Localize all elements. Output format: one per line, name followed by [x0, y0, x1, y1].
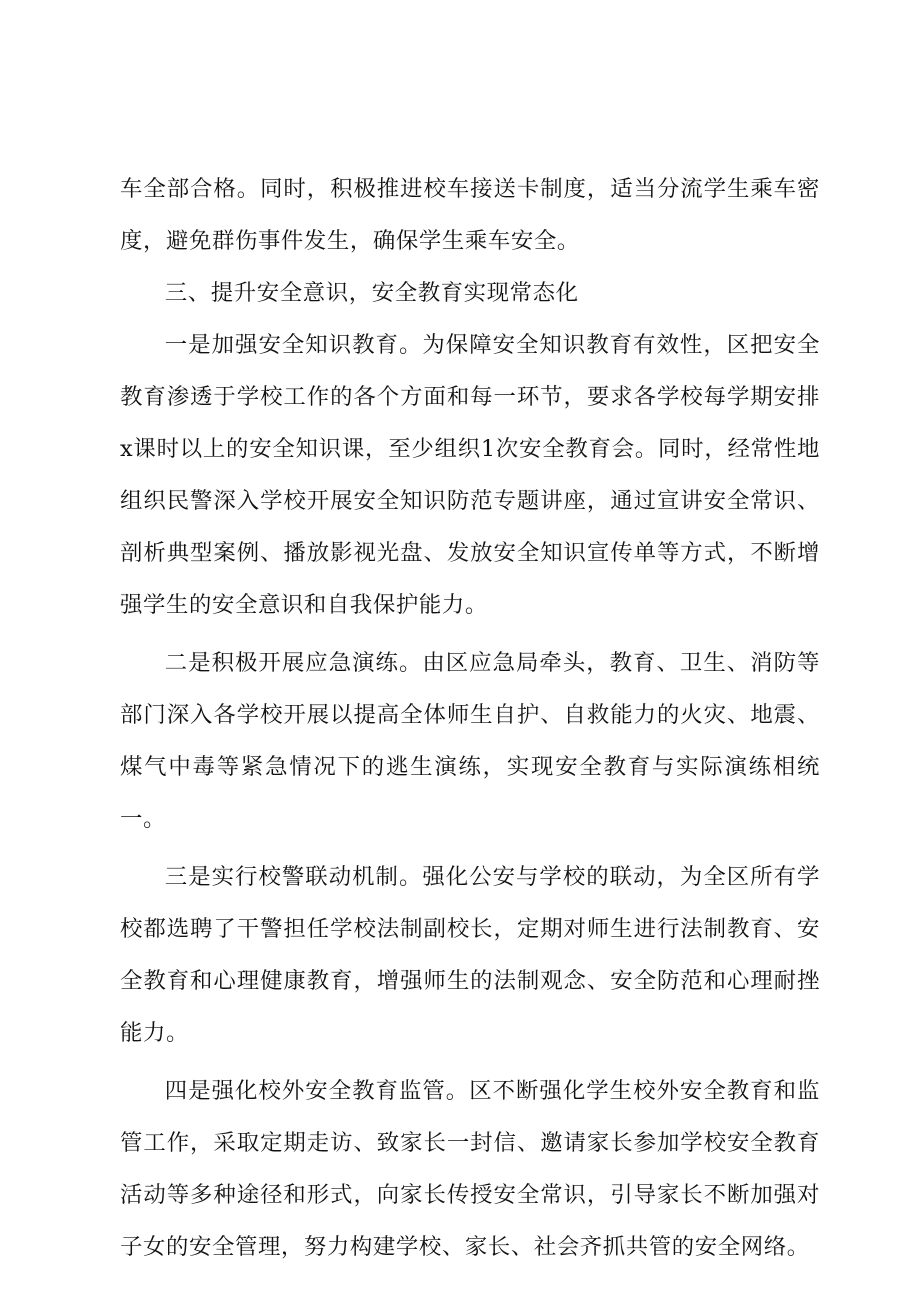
paragraph-off-campus: 四是强化校外安全教育监管。区不断强化学生校外安全教育和监管工作，采取定期走访、致家长一封信、邀请家长参加学校安全教育活动等多种途径和形式，向家长传授安全常识，引导家长不断加强对子女的安全管理，努力构建学校、家长、社会齐抓共管的安全网络。 [120, 1078, 820, 1260]
continuation-paragraph: 车全部合格。同时，积极推进校车接送卡制度，适当分流学生乘车密度，避免群伤事件发生，确保学生乘车安全。 [120, 176, 820, 254]
paragraph-safety-knowledge: 一是加强安全知识教育。为保障安全知识教育有效性，区把安全教育渗透于学校工作的各个方面和每一环节，要求各学校每学期安排x课时以上的安全知识课，至少组织1次安全教育会。同时，经常性地组织民警深入学校开展安全知识防范专题讲座，通过宣讲安全常识、剖析典型案例、播放影视光盘、发放安全知识宣传单等方式，不断增强学生的安全意识和自我保护能力。 [120, 332, 820, 618]
section-heading: 三、提升安全意识，安全教育实现常态化 [164, 280, 579, 306]
paragraph-school-police: 三是实行校警联动机制。强化公安与学校的联动，为全区所有学校都选聘了干警担任学校法制副校长，定期对师生进行法制教育、安全教育和心理健康教育，增强师生的法制观念、安全防范和心理耐挫能力。 [120, 864, 820, 1046]
paragraph-emergency-drill: 二是积极开展应急演练。由区应急局牵头，教育、卫生、消防等部门深入各学校开展以提高全体师生自护、自救能力的火灾、地震、煤气中毒等紧急情况下的逃生演练，实现安全教育与实际演练相统一。 [120, 650, 820, 832]
document-body [120, 163, 820, 1273]
